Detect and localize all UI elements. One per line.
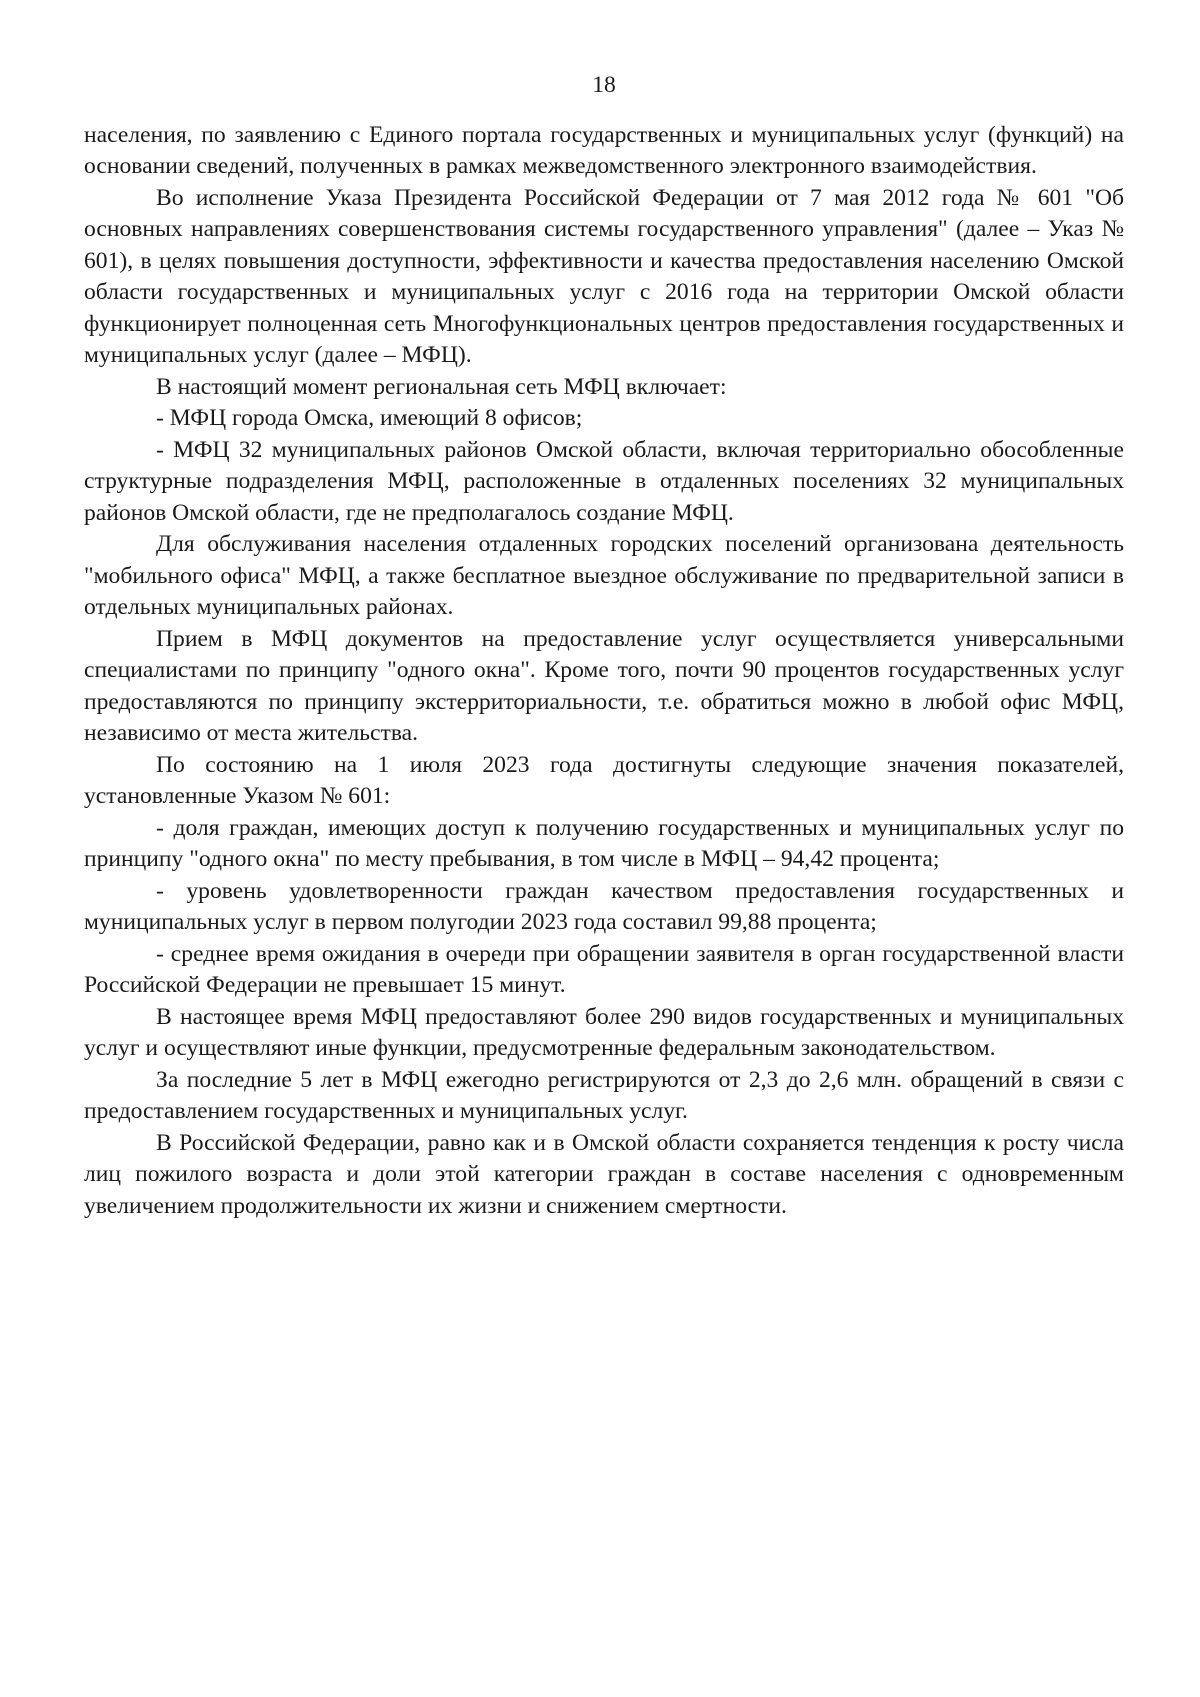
paragraph: Во исполнение Указа Президента Российской Федерации от 7 мая 2012 года № 601 "Об основных направлениях совершенствования системы государственного управления" (далее – Указ № 601), в целях повышения доступности, эффективности и качества предоставления населению Омской области государственных и муниципальных услуг с 2016 года на территории Омской области функционирует полноценная сеть Многофункциональных центров предоставления государственных и муниципальных услуг (далее – МФЦ). xyxy=(84,184,1124,368)
paragraph: - доля граждан, имеющих доступ к получению государственных и муниципальных услуг по принципу "одного окна" по месту пребывания, в том числе в МФЦ – 94,42 процента; xyxy=(84,814,1124,872)
paragraph: - МФЦ города Омска, имеющий 8 офисов; xyxy=(156,405,583,431)
paragraph: В настоящий момент региональная сеть МФЦ включает: xyxy=(156,373,727,400)
paragraph: - МФЦ 32 муниципальных районов Омской области, включая территориально обособленные структурные подразделения МФЦ, расположенные в отдаленных поселениях 32 муниципальных районов Омской области, где не предполагалось создание МФЦ. xyxy=(84,436,1124,526)
paragraph: Для обслуживания населения отдаленных городских поселений организована деятельность "мобильного офиса" МФЦ, а также бесплатное выездное обслуживание по предварительной записи в отдельных муниципальных районах. xyxy=(84,531,1124,620)
document-page xyxy=(84,70,1124,1222)
paragraph: - среднее время ожидания в очереди при обращении заявителя в орган государственной власти Российской Федерации не превышает 15 минут. xyxy=(84,940,1124,998)
paragraph: - уровень удовлетворенности граждан качеством предоставления государственных и муниципальных услуг в первом полугодии 2023 года составил 99,88 процента; xyxy=(84,877,1124,935)
paragraph: населения, по заявлению с Единого портала государственных и муниципальных услуг (функций) на основании сведений, полученных в рамках межведомственного электронного взаимодействия. xyxy=(84,121,1124,179)
paragraph: В Российской Федерации, равно как и в Омской области сохраняется тенденция к росту числа лиц пожилого возраста и доли этой категории граждан в составе населения с одновременным увеличением продолжительности их жизни и снижением смертности. xyxy=(84,1129,1124,1219)
paragraph: За последние 5 лет в МФЦ ежегодно регистрируются от 2,3 до 2,6 млн. обращений в связи с предоставлением государственных и муниципальных услуг. xyxy=(84,1066,1124,1124)
paragraph: В настоящее время МФЦ предоставляют более 290 видов государственных и муниципальных услуг и осуществляют иные функции, предусмотренные федеральным законодательством. xyxy=(84,1003,1124,1061)
paragraph: По состоянию на 1 июля 2023 года достигнуты следующие значения показателей, установленные Указом № 601: xyxy=(84,751,1124,809)
page-number: 18 xyxy=(592,72,616,98)
paragraph: Прием в МФЦ документов на предоставление услуг осуществляется универсальными специалистами по принципу "одного окна". Кроме того, почти 90 процентов государственных услуг предоставляются по принципу экстерриториальности, т.е. обратиться можно в любой офис МФЦ, независимо от места жительства. xyxy=(84,625,1124,746)
document-body xyxy=(84,120,1124,1223)
